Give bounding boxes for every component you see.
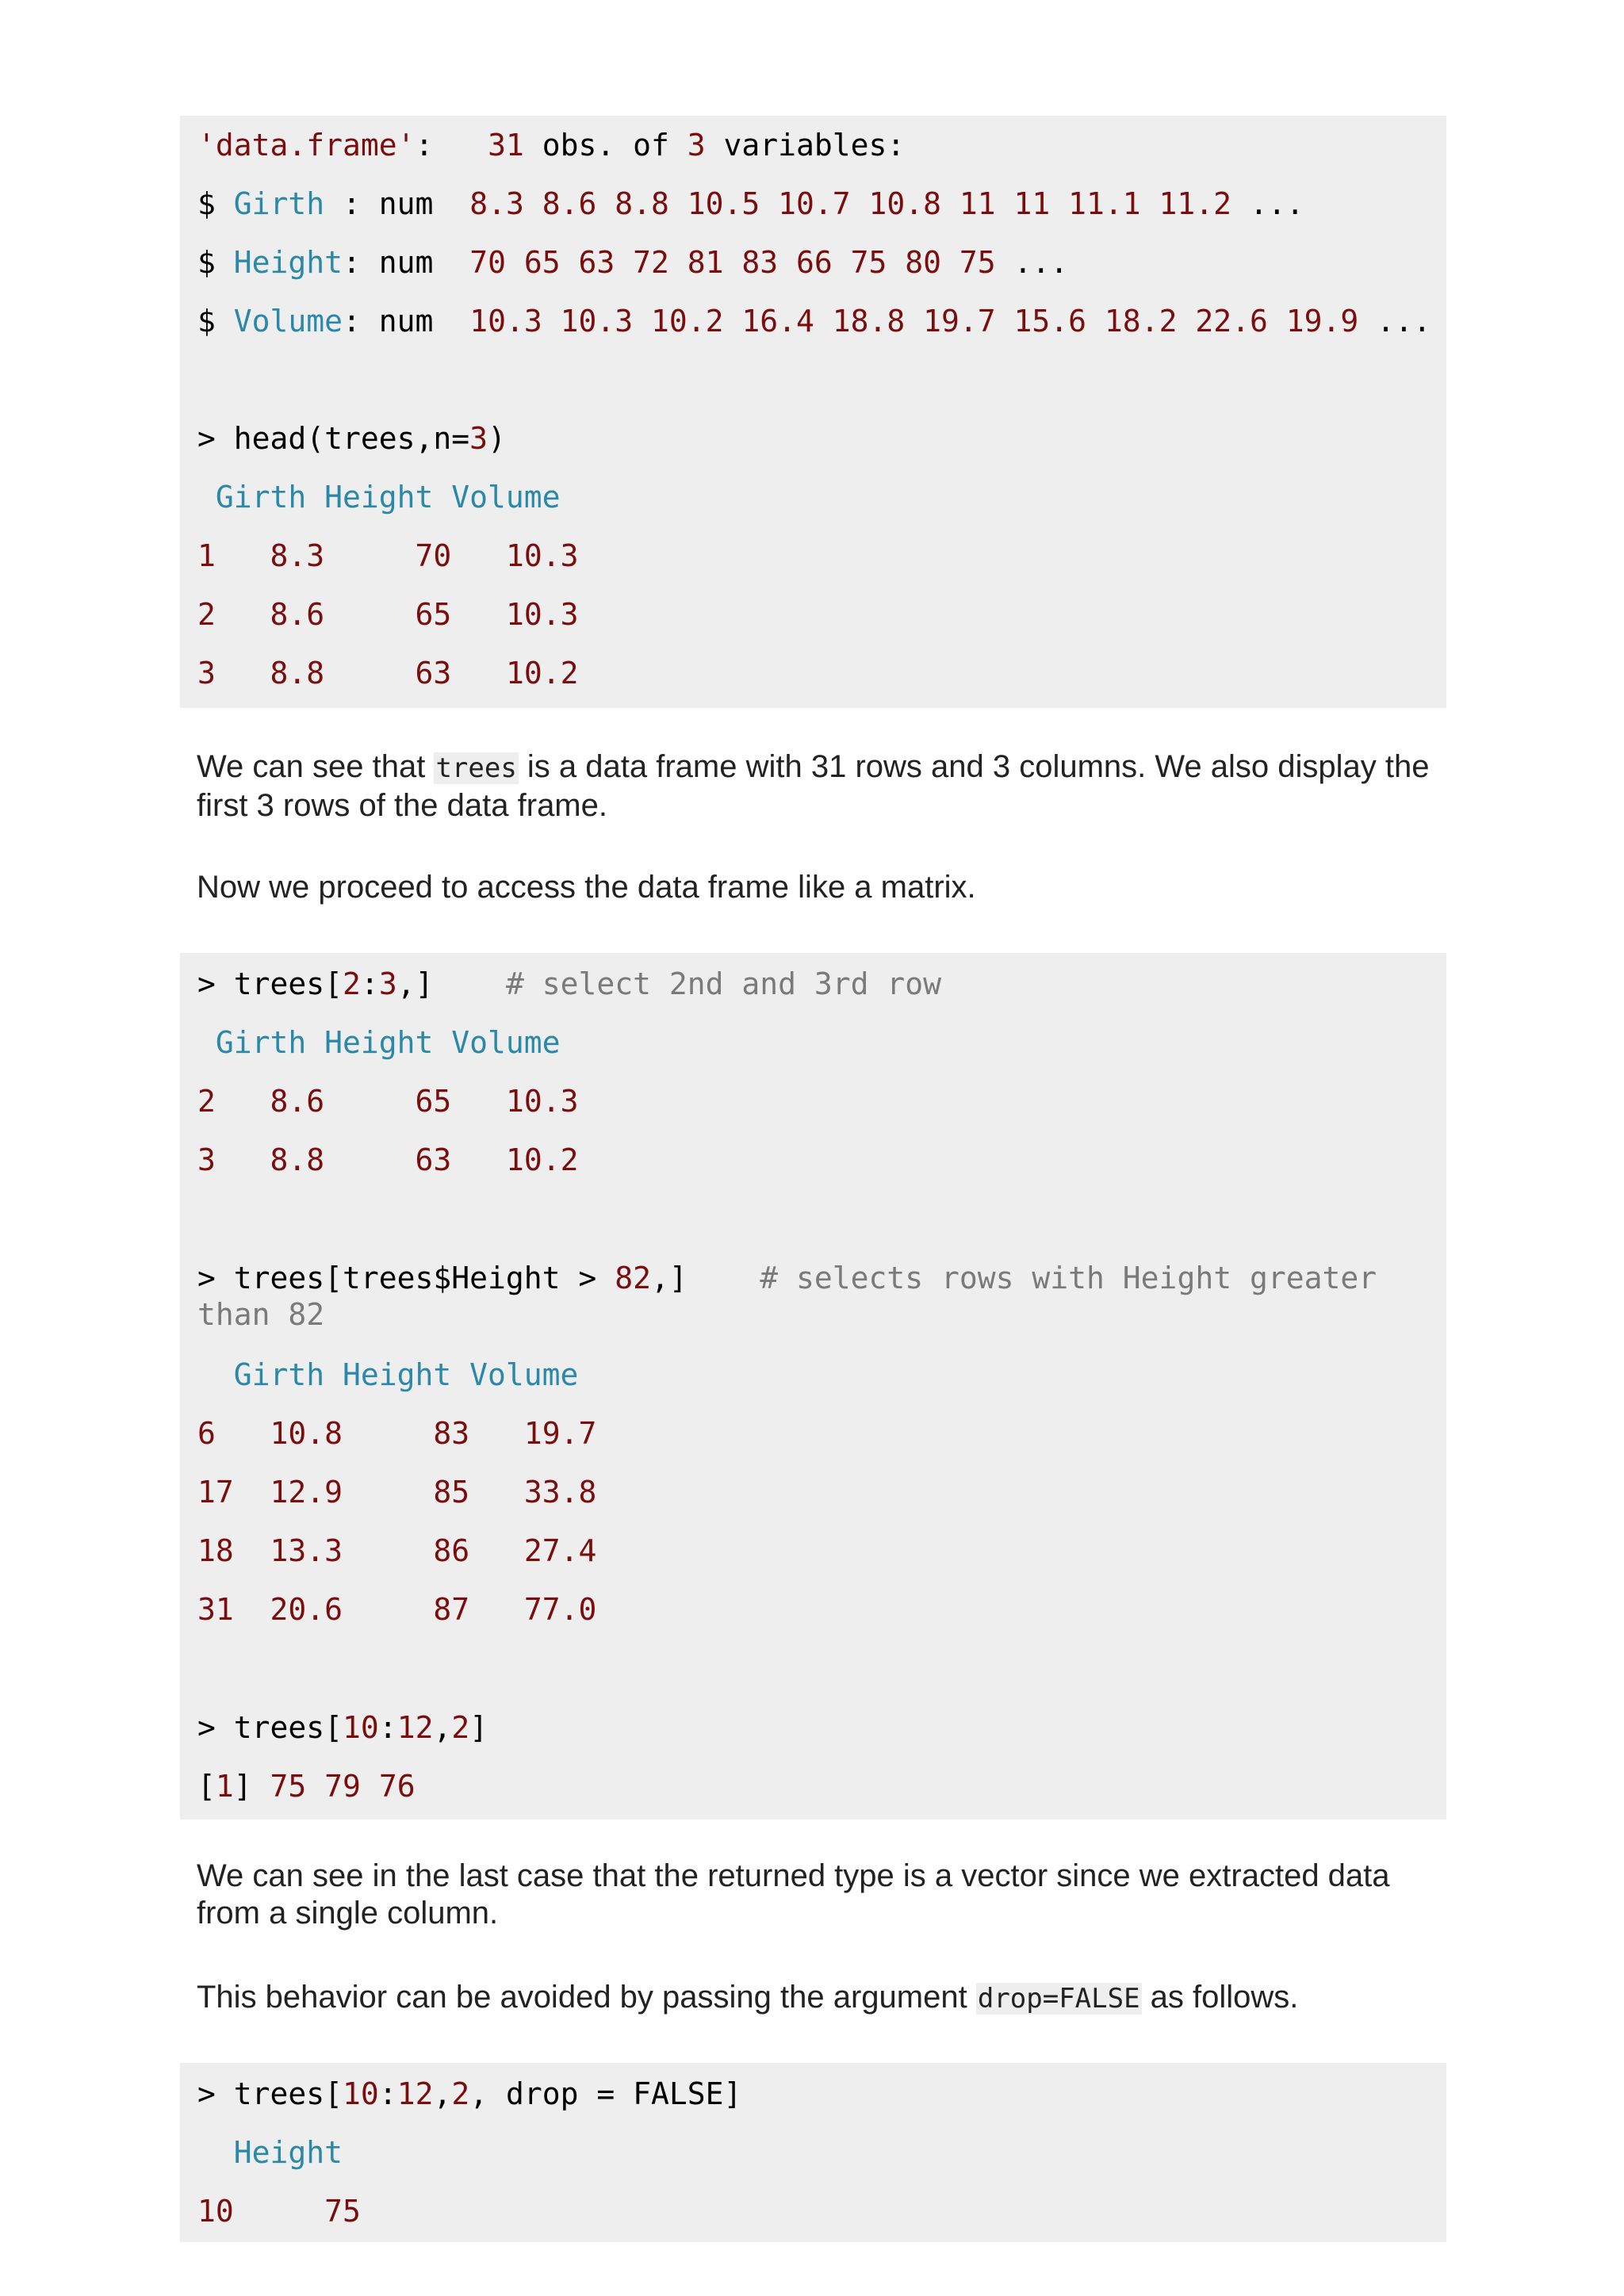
row-index: 2 bbox=[197, 597, 216, 632]
row-index: 18 bbox=[197, 1533, 234, 1568]
code-text: : bbox=[415, 128, 488, 163]
row-index: 1 bbox=[197, 538, 216, 573]
code-number: 2 bbox=[451, 1710, 470, 1745]
paragraph-vector-explanation: We can see in the last case that the returned type is a vector since we extracted data from a single column. bbox=[197, 1858, 1390, 1931]
code-text: > head(trees,n= bbox=[197, 421, 470, 456]
code-comment: # select 2nd and 3rd row bbox=[433, 966, 942, 1001]
code-text: ] bbox=[233, 1769, 270, 1804]
code-number: 12 bbox=[396, 2076, 434, 2111]
code-text: ) bbox=[488, 421, 506, 456]
table-row bbox=[197, 1533, 596, 1569]
code-text: $ bbox=[197, 245, 234, 280]
code-line-column-header: Height bbox=[197, 2135, 343, 2170]
row-values: 75 bbox=[233, 2194, 361, 2229]
code-text: : num bbox=[343, 304, 470, 339]
code-text: ,] bbox=[650, 1261, 688, 1295]
code-values: 75 79 76 bbox=[270, 1769, 416, 1804]
code-block-drop-false bbox=[180, 2063, 1446, 2242]
code-text: : bbox=[360, 966, 379, 1001]
code-comment: # selects rows with Height greater than 82 bbox=[197, 1261, 1395, 1332]
code-number: 2 bbox=[451, 2076, 470, 2111]
paragraph-text: as follows. bbox=[1141, 1980, 1299, 2015]
code-text: , bbox=[433, 1710, 452, 1745]
code-ellipsis: ... bbox=[1358, 304, 1431, 339]
code-number: 3 bbox=[378, 966, 397, 1001]
code-number: 10 bbox=[343, 2076, 379, 2111]
code-text: > trees[ bbox=[197, 1710, 343, 1745]
row-index: 31 bbox=[197, 1592, 234, 1627]
code-field-name: Height bbox=[233, 245, 343, 280]
code-number: 31 bbox=[488, 128, 524, 163]
code-number: 12 bbox=[396, 1710, 434, 1745]
code-line-select-rows-command bbox=[197, 966, 941, 1002]
code-block-indexing bbox=[180, 953, 1446, 1820]
code-text: obs. of bbox=[523, 128, 688, 163]
paragraph-matrix-access: Now we proceed to access the data frame like a matrix. bbox=[197, 870, 976, 905]
row-index: 2 bbox=[197, 1084, 216, 1119]
row-values: 8.6 65 10.3 bbox=[215, 1084, 579, 1119]
code-line-volume bbox=[197, 303, 1431, 339]
table-row bbox=[197, 2193, 361, 2229]
code-line-drop-command bbox=[197, 2076, 741, 2112]
code-text: variables: bbox=[705, 128, 906, 163]
code-field-name: Volume bbox=[233, 304, 343, 339]
table-row bbox=[197, 1474, 596, 1510]
row-index: 17 bbox=[197, 1475, 234, 1510]
table-row bbox=[197, 596, 578, 633]
code-ellipsis: ... bbox=[1231, 186, 1304, 221]
code-text: ] bbox=[469, 1710, 488, 1745]
row-index: 3 bbox=[197, 1142, 216, 1177]
paragraph-drop-false bbox=[197, 1979, 1434, 2018]
code-text: : num bbox=[324, 186, 470, 221]
table-row bbox=[197, 655, 578, 691]
row-index: 3 bbox=[197, 656, 216, 691]
code-number: 3 bbox=[469, 421, 488, 456]
table-row bbox=[197, 1415, 596, 1452]
code-text: $ bbox=[197, 304, 234, 339]
code-number: 2 bbox=[343, 966, 361, 1001]
code-text: : bbox=[378, 1710, 397, 1745]
code-text: , bbox=[433, 2076, 452, 2111]
paragraph-text: is a data frame with 31 rows and 3 columns. We also display the first 3 rows of the data frame. bbox=[197, 749, 1430, 823]
row-index: 6 bbox=[197, 1416, 216, 1451]
row-index: 10 bbox=[197, 2194, 234, 2229]
row-values: 20.6 87 77.0 bbox=[233, 1592, 597, 1627]
code-text: $ bbox=[197, 186, 234, 221]
code-text: , drop = FALSE] bbox=[469, 2076, 742, 2111]
table-row bbox=[197, 1083, 578, 1119]
code-text: > trees[trees$Height > bbox=[197, 1261, 615, 1295]
code-line-height bbox=[197, 244, 1068, 281]
code-values: 70 65 63 72 81 83 66 75 80 75 bbox=[469, 245, 996, 280]
code-values: 8.3 8.6 8.8 10.5 10.7 10.8 11 11 11.1 11.2 bbox=[469, 186, 1232, 221]
code-line-column-extract-command bbox=[197, 1709, 488, 1746]
row-values: 13.3 86 27.4 bbox=[233, 1533, 597, 1568]
code-line-column-header: Girth Height Volume bbox=[197, 1025, 561, 1060]
row-values: 10.8 83 19.7 bbox=[215, 1416, 597, 1451]
code-line-filter-command bbox=[197, 1260, 1434, 1333]
code-field-name: Girth bbox=[233, 186, 325, 221]
code-line-column-header: Girth Height Volume bbox=[197, 480, 561, 515]
row-values: 8.8 63 10.2 bbox=[215, 656, 579, 691]
code-text: : num bbox=[343, 245, 470, 280]
code-text: ,] bbox=[396, 966, 434, 1001]
code-number: 10 bbox=[343, 1710, 379, 1745]
code-line-str-summary bbox=[197, 127, 905, 163]
code-block-str-head bbox=[180, 116, 1446, 708]
code-text: > trees[ bbox=[197, 966, 343, 1001]
paragraph-text: This behavior can be avoided by passing the argument bbox=[197, 1980, 976, 2015]
paragraph-text: We can see that bbox=[197, 749, 435, 784]
row-values: 8.8 63 10.2 bbox=[215, 1142, 579, 1177]
code-number: 3 bbox=[687, 128, 706, 163]
code-line-vector-output bbox=[197, 1768, 416, 1804]
inline-code: drop=FALSE bbox=[977, 1983, 1140, 2015]
code-values: 10.3 10.3 10.2 16.4 18.8 19.7 15.6 18.2 22.6 19.9 bbox=[469, 304, 1359, 339]
code-line-girth bbox=[197, 186, 1304, 222]
table-row bbox=[197, 1591, 596, 1628]
row-values: 12.9 85 33.8 bbox=[233, 1475, 597, 1510]
inline-code: trees bbox=[435, 752, 517, 784]
paragraph-data-frame-description bbox=[197, 748, 1434, 825]
code-line-head-command bbox=[197, 420, 506, 457]
code-text: [ bbox=[197, 1769, 216, 1804]
code-ellipsis: ... bbox=[995, 245, 1069, 280]
table-row bbox=[197, 1142, 578, 1178]
code-number: 1 bbox=[215, 1769, 234, 1804]
row-values: 8.6 65 10.3 bbox=[215, 597, 579, 632]
row-values: 8.3 70 10.3 bbox=[215, 538, 579, 573]
code-string: 'data.frame' bbox=[197, 128, 416, 163]
code-number: 82 bbox=[615, 1261, 651, 1295]
code-line-column-header: Girth Height Volume bbox=[197, 1357, 579, 1392]
table-row bbox=[197, 538, 578, 574]
code-text: : bbox=[378, 2076, 397, 2111]
code-text: > trees[ bbox=[197, 2076, 343, 2111]
